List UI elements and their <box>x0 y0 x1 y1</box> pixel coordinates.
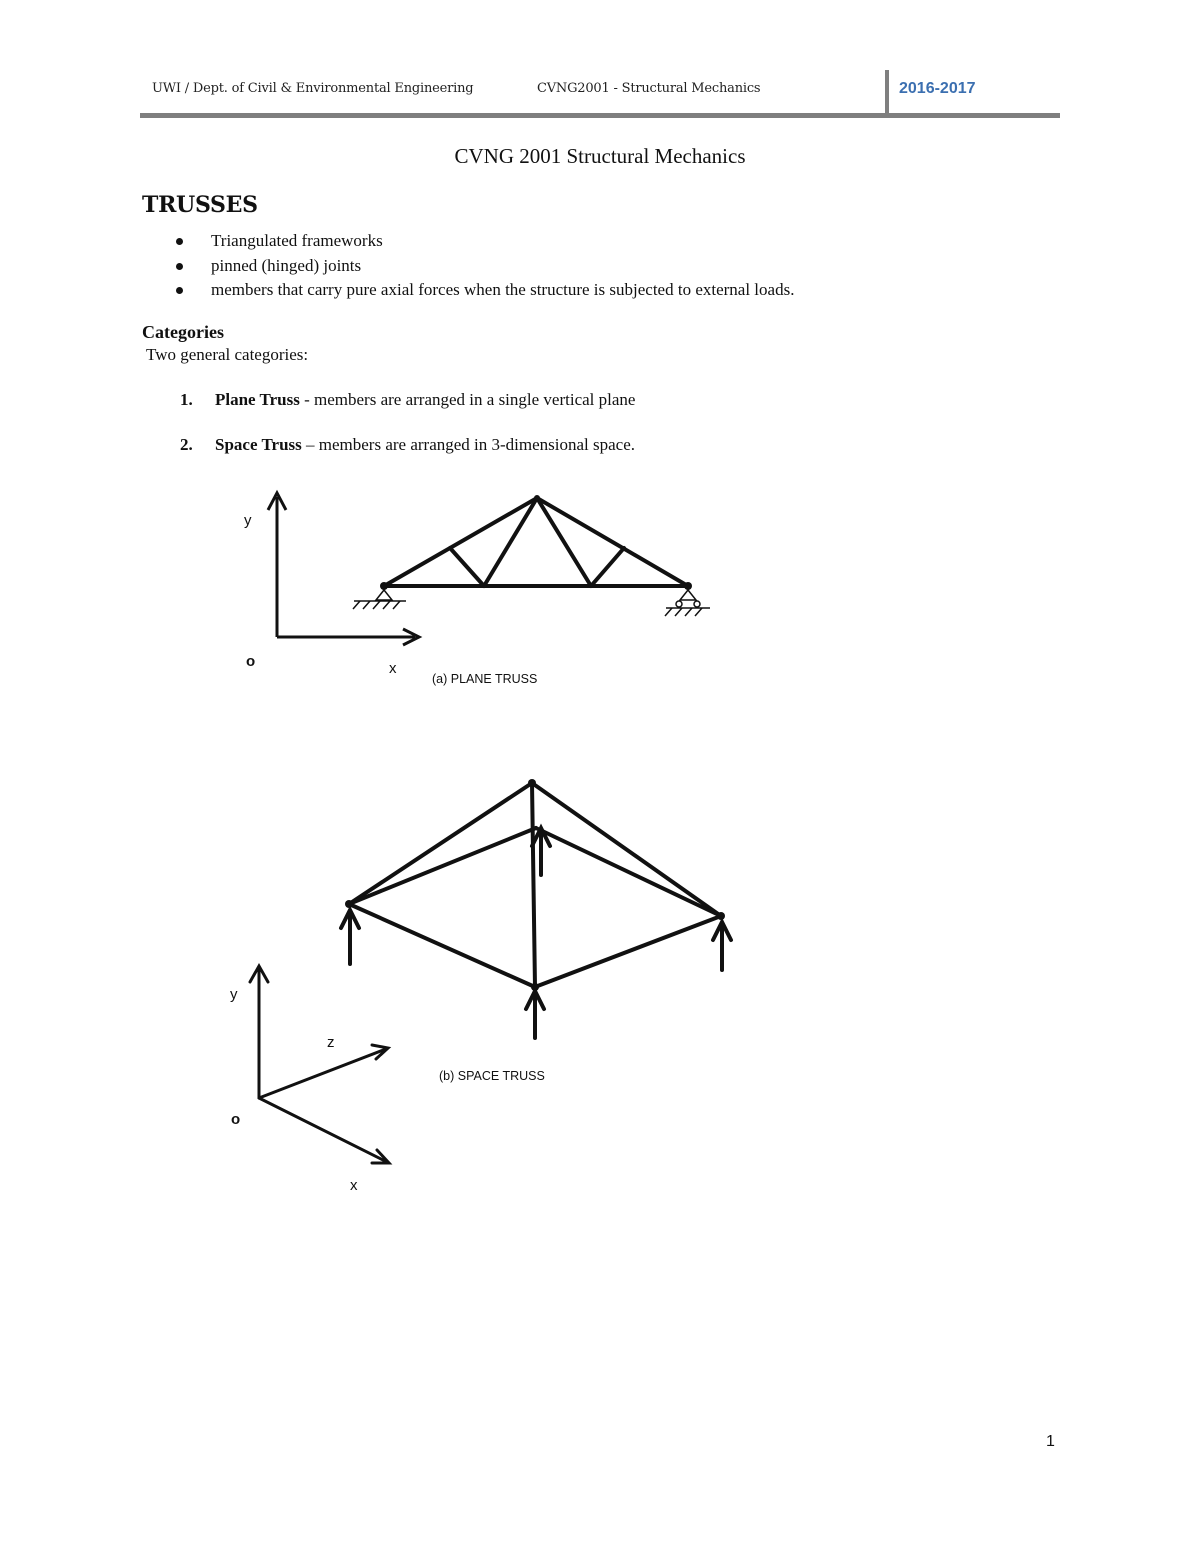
plane-truss-joints <box>380 495 692 590</box>
bullet-item: Triangulated frameworks <box>170 229 794 254</box>
document-title: CVNG 2001 Structural Mechanics <box>454 144 746 168</box>
plane-axis-y-label: y <box>244 512 252 529</box>
space-axis-x-label: x <box>350 1177 358 1194</box>
category-number: 2. <box>180 435 193 454</box>
plane-axis-x-label: x <box>389 660 397 677</box>
plane-truss-caption: (a) PLANE TRUSS <box>432 672 538 686</box>
header-year: 2016-2017 <box>899 80 976 97</box>
header-course: CVNG2001 - Structural Mechanics <box>537 81 761 96</box>
section-heading: TRUSSES <box>142 192 258 218</box>
space-origin-label: o <box>231 1111 241 1128</box>
categories-intro: Two general categories: <box>146 345 309 364</box>
header-department: UWI / Dept. of Civil & Environmental Engineering <box>152 81 474 96</box>
space-axis-z-label: z <box>327 1034 335 1051</box>
space-truss-caption: (b) SPACE TRUSS <box>439 1069 545 1083</box>
space-truss <box>349 783 721 987</box>
space-truss-axes <box>250 966 389 1163</box>
bullet-item: members that carry pure axial forces when the structure is subjected to external loads. <box>170 278 794 303</box>
pin-support <box>353 590 406 609</box>
category-name: Plane Truss <box>215 390 300 409</box>
bullet-item: pinned (hinged) joints <box>170 254 794 279</box>
space-axis-y-label: y <box>230 986 238 1003</box>
roller-support <box>665 590 710 616</box>
page-number: 1 <box>1046 1433 1055 1450</box>
plane-truss-axes <box>268 493 419 645</box>
category-number: 1. <box>180 390 193 409</box>
plane-origin-label: o <box>246 653 256 670</box>
category-description: – members are arranged in 3-dimensional space. <box>301 435 636 454</box>
category-name: Space Truss <box>215 435 302 454</box>
categories-heading: Categories <box>142 322 224 342</box>
category-description: - members are arranged in a single vertical plane <box>299 390 636 409</box>
plane-truss <box>384 498 688 586</box>
